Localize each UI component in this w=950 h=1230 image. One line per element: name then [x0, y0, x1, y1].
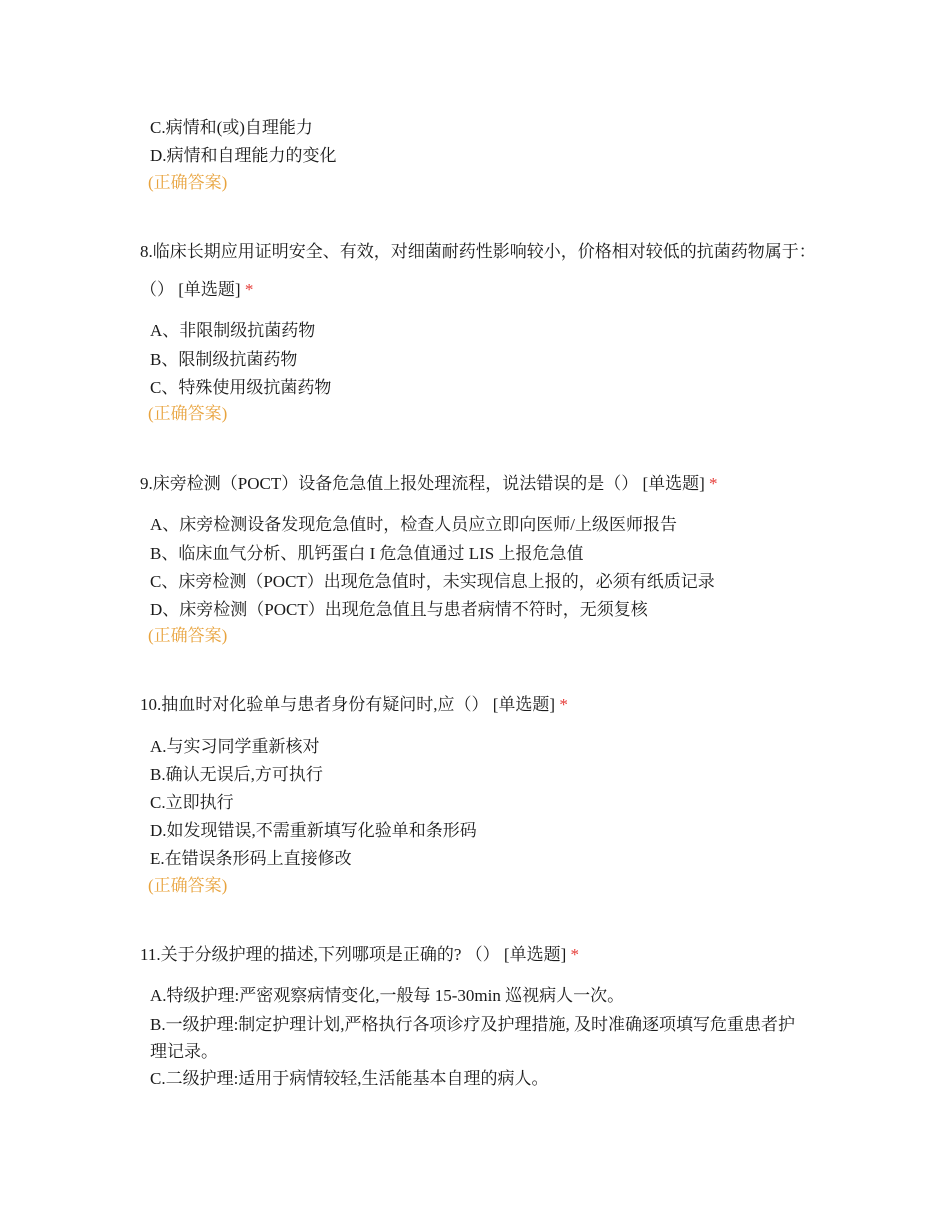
q7-correct-answer-label: (正确答案)	[148, 173, 228, 192]
q9-option-d[interactable]: D、床旁检测（POCT）出现危急值且与患者病情不符时，无须复核	[150, 600, 648, 619]
q7-option-d[interactable]: D.病情和自理能力的变化	[150, 146, 337, 165]
q10-option-a[interactable]: A.与实习同学重新核对	[150, 737, 320, 756]
q10-correct-answer-label: (正确答案)	[148, 876, 228, 895]
q10-required-mark: *	[559, 695, 568, 714]
q11-required-mark: *	[570, 945, 579, 964]
q11-option-a[interactable]: A.特级护理:严密观察病情变化,一般每 15-30min 巡视病人一次。	[150, 986, 625, 1005]
q9-question-label: 9.床旁检测（POCT）设备危急值上报处理流程，说法错误的是（） [单选题]	[140, 474, 705, 493]
q10-question-label: 10.抽血时对化验单与患者身份有疑问时,应（） [单选题]	[140, 695, 556, 714]
q8-question-text	[140, 233, 820, 309]
q9-correct-answer-label: (正确答案)	[148, 626, 228, 645]
q11-option-c[interactable]: C.二级护理:适用于病情较轻,生活能基本自理的病人。	[150, 1069, 549, 1088]
q11-question-text	[140, 944, 579, 966]
q11-question-label: 11.关于分级护理的描述,下列哪项是正确的? （） [单选题]	[140, 945, 567, 964]
q10-question-text	[140, 694, 568, 716]
q9-question-text	[140, 473, 718, 495]
q9-option-c[interactable]: C、床旁检测（POCT）出现危急值时，未实现信息上报的，必须有纸质记录	[150, 572, 715, 591]
q10-option-d[interactable]: D.如发现错误,不需重新填写化验单和条形码	[150, 821, 477, 840]
q8-question-label: 8.临床长期应用证明安全、有效，对细菌耐药性影响较小，价格相对较低的抗菌药物属于：（） [单选题]	[140, 242, 816, 299]
q10-option-e[interactable]: E.在错误条形码上直接修改	[150, 849, 352, 868]
q8-required-mark: *	[244, 280, 254, 299]
q7-option-c[interactable]: C.病情和(或)自理能力	[150, 118, 313, 137]
q8-correct-answer-label: (正确答案)	[148, 404, 228, 423]
q10-option-c[interactable]: C.立即执行	[150, 793, 234, 812]
q8-option-b[interactable]: B、限制级抗菌药物	[150, 350, 298, 369]
q10-option-b[interactable]: B.确认无误后,方可执行	[150, 765, 323, 784]
q9-option-a[interactable]: A、床旁检测设备发现危急值时，检查人员应立即向医师/上级医师报告	[150, 515, 677, 534]
q8-option-c[interactable]: C、特殊使用级抗菌药物	[150, 378, 332, 397]
q9-option-b[interactable]: B、临床血气分析、肌钙蛋白 I 危急值通过 LIS 上报危急值	[150, 544, 584, 563]
q8-option-a[interactable]: A、非限制级抗菌药物	[150, 321, 316, 340]
q11-option-b[interactable]: B.一级护理:制定护理计划,严格执行各项诊疗及护理措施, 及时准确逐项填写危重患者护理记录。	[150, 1015, 796, 1061]
q9-required-mark: *	[709, 474, 718, 493]
